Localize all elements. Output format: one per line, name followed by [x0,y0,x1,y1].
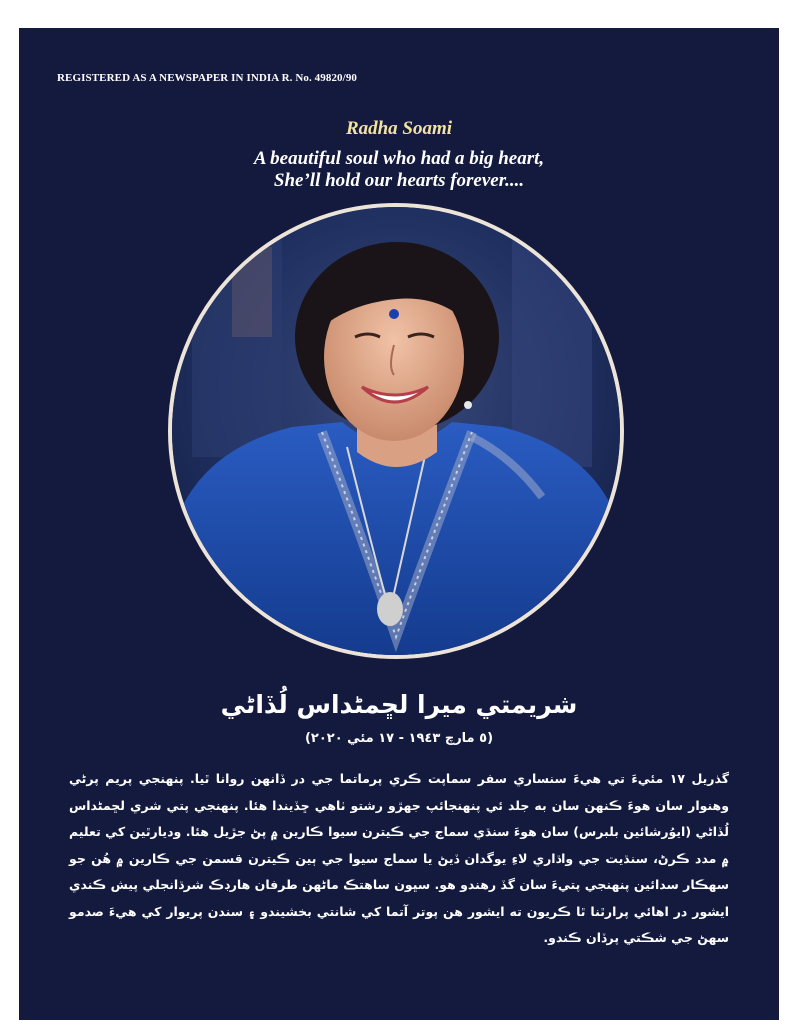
registration-line: REGISTERED AS A NEWSPAPER IN INDIA R. No. 49820/90 [57,72,358,84]
tribute-line-2: She’ll hold our hearts forever.... [273,170,525,191]
memorial-page [19,28,779,1020]
tribute-line-1: A beautiful soul who had a big heart, [253,148,545,169]
tribute-quote [19,148,779,192]
portrait-photo [168,203,624,659]
obituary-text: گذريل ١٧ مئيءَ تي هيءَ سنساري سفر سماپت ڪري پرماتما جي در ڏانهن روانا ٿيا. پنهنجي پريم پرڻي وهنوار سان هوءَ ڪنهن سان به جلد ئي پنهنجائپ جهڙو رشتو ٺاهي ڇڏيندا هئا. پنهنجي پتي شري لڇمڻداس لُڏاڻي (ايوُرشائين بلبرس) سان هوءَ سنڌي سماج جي ڪيترن سيوا ڪارين ۾ پڻ جڙيل هئا. وديارٿين کي تعليم ۾ مدد ڪرڻ، سنڌيت جي واڌاري لاءِ يوگدان ڏيڻ يا سماج سيوا جي ٻين ڪيترن قسمن جي ڪارين ۾ هُن جو سهڪار سدائين پنهنجي پتيءَ سان گڏ رهندو هو. سڀون ساهتڪ ماڻهن طرفان هارڊڪ شرڌانجلي پيش ڪندي ايشور در اهائي پرارٿنا ٿا ڪريون ته ايشور هن پوتر آتما کي شانتي بخشيندو ۽ سندن پريوار کي هيءَ صدمو سهڻ جي شڪتي پرڏان ڪندو. [69,771,729,945]
greeting-text: Radha Soami [345,118,453,139]
life-dates: (٥ مارچ ١٩٤٣ - ١٧ مئي ٢٠٢٠) [304,731,494,746]
portrait-illustration [172,207,620,655]
person-name: شريمتي ميرا لڇمڻداس لُڏاڻي [220,690,578,719]
